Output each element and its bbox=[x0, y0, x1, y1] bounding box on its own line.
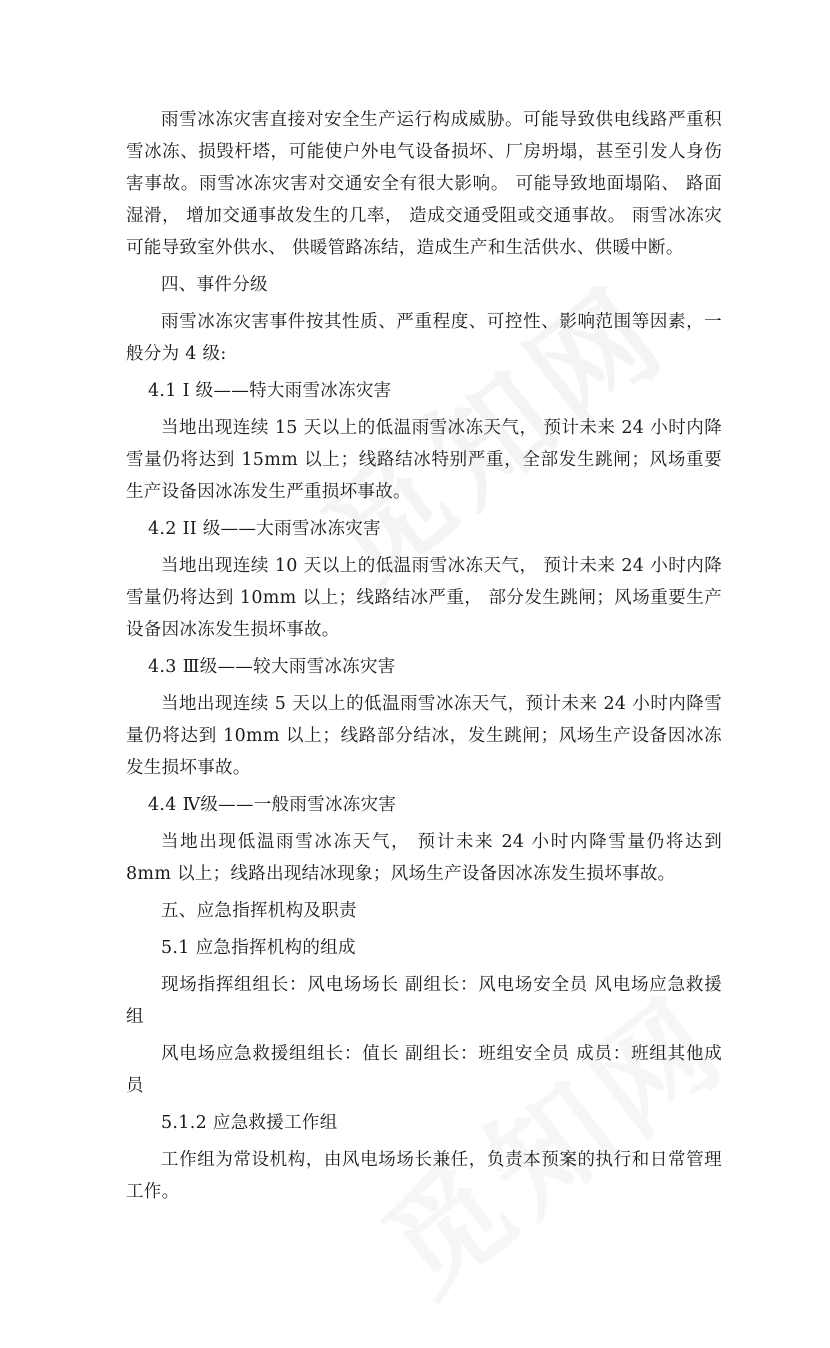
section-heading-4: 四、事件分级 bbox=[161, 275, 268, 295]
paragraph-impact: 雨雪冰冻灾害直接对安全生产运行构成威胁。可能导致供电线路严重积雪冰冻、损毁杆塔，可能使户外电气设备损坏、厂房坍塌，甚至引发人身伤害事故。雨雪冰冻灾害对交通安全有很大影响。 可能导致地面塌陷、 路面湿滑， 增加交通事故发生的几率， 造成交通受阻或交通事故。 雨雪冰冻灾可能导致室外供水、 供暖管路冻结，造成生产和生活供水、供暖中断。 bbox=[126, 110, 722, 258]
section-heading-5: 五、应急指挥机构及职责 bbox=[161, 901, 357, 921]
paragraph-4-3: 当地出现连续 5 天以上的低温雨雪冰冻天气，预计未来 24 小时内降雪量仍将达到 10mm 以上；线路部分结冰，发生跳闸；风场生产设备因冰冻发生损坏事故。 bbox=[126, 694, 722, 778]
paragraph-5-1-2: 工作组为常设机构，由风电场场长兼任，负责本预案的执行和日常管理工作。 bbox=[126, 1150, 722, 1202]
paragraph-4-1: 当地出现连续 15 天以上的低温雨雪冰冻天气， 预计未来 24 小时内降雪量仍将达到 15mm 以上；线路结冰特别严重，全部发生跳闸；风场重要生产设备因冰冻发生严重损坏事故。 bbox=[126, 418, 722, 502]
subheading-4-1: 4.1 I 级——特大雨雪冰冻灾害 bbox=[148, 381, 392, 401]
subheading-4-2: 4.2 II 级——大雨雪冰冻灾害 bbox=[148, 519, 381, 539]
paragraph-5-1-members: 风电场应急救援组组长：值长 副组长：班组安全员 成员：班组其他成员 bbox=[126, 1044, 722, 1096]
paragraph-4-4: 当地出现低温雨雪冰冻天气， 预计未来 24 小时内降雪量仍将达到 8mm 以上；线路出现结冰现象；风场生产设备因冰冻发生损坏事故。 bbox=[126, 832, 722, 884]
paragraph-5-1-leaders: 现场指挥组组长：风电场场长 副组长：风电场安全员 风电场应急救援组 bbox=[126, 975, 722, 1027]
paragraph-4-2: 当地出现连续 10 天以上的低温雨雪冰冻天气， 预计未来 24 小时内降雪量仍将达到 10mm 以上；线路结冰严重， 部分发生跳闸；风场重要生产设备因冰冻发生损坏事故。 bbox=[126, 556, 722, 640]
subheading-4-3: 4.3 Ⅲ级——较大雨雪冰冻灾害 bbox=[148, 657, 396, 677]
paragraph-classification: 雨雪冰冻灾害事件按其性质、严重程度、可控性、影响范围等因素，一般分为 4 级: bbox=[126, 312, 722, 364]
subheading-5-1: 5.1 应急指挥机构的组成 bbox=[161, 938, 356, 958]
document-body bbox=[126, 104, 722, 1213]
subheading-4-4: 4.4 Ⅳ级——一般雨雪冰冻灾害 bbox=[148, 795, 397, 815]
subheading-5-1-2: 5.1.2 应急救援工作组 bbox=[161, 1113, 338, 1133]
